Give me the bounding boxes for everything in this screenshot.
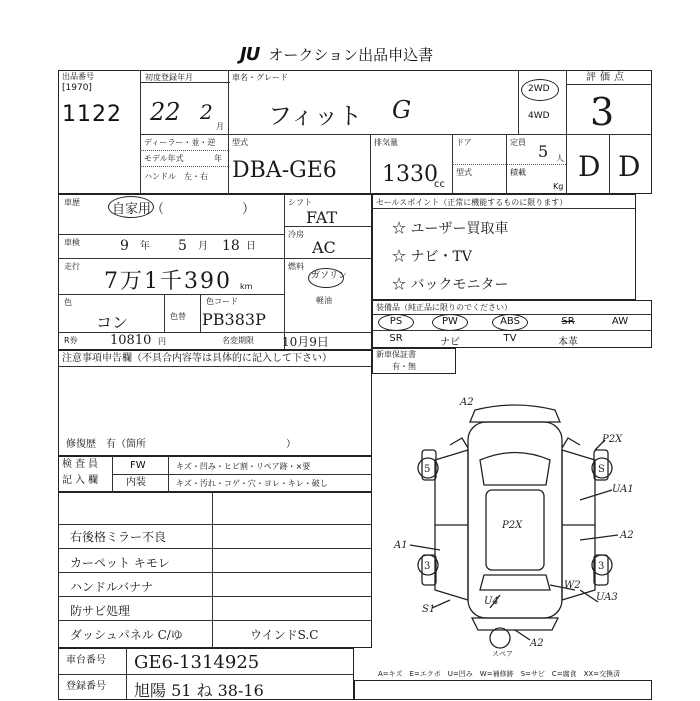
capacity-label: 定員 <box>510 138 526 147</box>
diagram-label: W2 <box>564 580 581 591</box>
equip-sr-top: SR <box>561 316 575 327</box>
diagram-label: P2X <box>502 520 523 531</box>
divider <box>518 70 519 134</box>
diagram-label: A2 <box>460 397 474 408</box>
equip-ps: PS <box>389 316 403 327</box>
registration-label: 初度登録年月 <box>145 73 193 82</box>
dealer-label: ディーラー・並・逆 <box>144 138 216 147</box>
score-interior: D <box>578 150 601 183</box>
diagram-label: UA3 <box>596 592 618 603</box>
diagram-circled: 3 <box>424 561 431 572</box>
equip-sr: SR <box>389 333 403 344</box>
remark-4: 防サビ処理 <box>70 604 131 618</box>
door-label: ドア <box>456 138 472 147</box>
divider <box>58 596 372 597</box>
chassis-label: 車台番号 <box>66 655 106 666</box>
engine-unit: cc <box>434 179 445 190</box>
warranty-value: 有・無 <box>392 362 416 371</box>
diesel-label: 軽油 <box>316 296 332 305</box>
model-year-label: モデル年式 <box>144 154 184 163</box>
score-exterior: D <box>618 150 641 183</box>
diagram-label: UA1 <box>612 484 634 495</box>
equip-tv: TV <box>503 333 517 344</box>
remark-1: 右後格ミラー不良 <box>70 530 167 544</box>
interior-items: キズ・汚れ・コゲ・穴・ヨレ・キレ・破し <box>176 479 328 488</box>
color-code-value: PB383P <box>202 310 266 329</box>
shift-value: FAT <box>306 208 338 227</box>
color-code-label: 色コード <box>206 297 238 306</box>
inspection-day-unit: 日 <box>246 241 256 252</box>
divider <box>140 150 228 151</box>
fw-label: FW <box>130 460 146 471</box>
equip-pw: PW <box>442 316 458 327</box>
remark-3: ハンドルバナナ <box>70 580 154 594</box>
aircon-label: 冷房 <box>288 230 304 239</box>
divider <box>112 474 372 475</box>
bottom-right-frame <box>354 680 652 700</box>
divider <box>609 134 610 194</box>
diagram-label: U4 <box>484 596 499 607</box>
remark-side: ウインドS.C <box>250 628 319 642</box>
chassis-value: GE6-1314925 <box>134 652 260 673</box>
month-unit: 月 <box>216 122 224 131</box>
divider <box>58 234 284 235</box>
drive-4wd: 4WD <box>528 111 550 121</box>
document-title: オークション出品申込書 <box>268 46 434 64</box>
shift-label: シフト <box>288 198 312 207</box>
name-change-value: 10月9日 <box>282 335 329 349</box>
divider <box>370 134 371 194</box>
inspection-month: 5 <box>178 238 187 254</box>
fuel-label: 燃料 <box>288 262 304 271</box>
color-label: 色 <box>64 298 72 307</box>
remark-5: ダッシュパネル C/ゆ <box>70 628 183 642</box>
score-value: 3 <box>590 90 615 134</box>
diagram-circled: S <box>598 464 605 475</box>
drive-2wd: 2WD <box>528 84 550 94</box>
divider <box>58 294 284 295</box>
lot-number: 1122 <box>62 102 122 127</box>
divider <box>58 548 372 549</box>
registration-month: 2 <box>200 100 213 124</box>
divider <box>140 82 230 83</box>
recycle-value: 10810 <box>110 333 152 348</box>
recycle-unit: 円 <box>158 337 166 346</box>
inspector-label: 検査員 <box>62 459 101 470</box>
diagram-circled: 3 <box>598 561 605 572</box>
divider <box>372 208 636 209</box>
equip-leather: 本革 <box>558 337 578 348</box>
mileage-unit: km <box>240 282 253 291</box>
diagram-label: A2 <box>620 530 634 541</box>
model-year-unit: 年 <box>214 154 222 163</box>
model-code: DBA-GE6 <box>232 158 337 183</box>
lot-code: [1970] <box>62 83 92 93</box>
spare-label: スペア <box>492 650 513 658</box>
header <box>240 44 500 68</box>
equip-aw: AW <box>611 316 629 327</box>
model-label: 型式 <box>232 138 248 147</box>
selling-point-2: ☆ ナビ・TV <box>392 249 472 265</box>
recycle-label: R券 <box>64 336 78 345</box>
damage-legend: A=キズ E=エクボ U=凹み W=補修跡 S=サビ C=腐食 XX=交換済 <box>378 670 621 678</box>
divider <box>58 258 284 259</box>
divider <box>140 166 228 167</box>
car-damage-diagram <box>380 390 650 660</box>
color-value: コン <box>96 313 129 332</box>
registration-year: 22 <box>150 98 181 126</box>
name-change-label: 名変期限 <box>222 336 254 345</box>
divider <box>58 366 372 367</box>
selling-point-3: ☆ バックモニター <box>392 277 509 293</box>
divider <box>58 572 372 573</box>
inspection-year-unit: 年 <box>140 241 150 252</box>
warranty-label: 新車保証書 <box>376 350 416 359</box>
divider <box>58 524 372 525</box>
inspector-sublabel: 記入欄 <box>62 475 101 486</box>
diagram-circled: 5 <box>424 464 431 475</box>
brand-logo: JU <box>240 44 260 65</box>
divider <box>452 164 566 165</box>
diagram-label: P2X <box>602 434 623 445</box>
load-label: 積載 <box>510 168 526 177</box>
usage-value: 自家用（ ） <box>112 202 256 217</box>
divider <box>164 294 165 332</box>
aircon-value: AC <box>312 238 336 257</box>
divider <box>566 70 567 194</box>
fuel-value: ガソリン <box>311 271 348 281</box>
remark-2: カーペット キモレ <box>70 556 170 570</box>
divider <box>228 70 229 194</box>
mileage-value: 7万1千390 <box>104 269 232 294</box>
divider <box>58 674 354 675</box>
usage-label: 車歴 <box>64 198 80 207</box>
score-label: 評価点 <box>586 72 628 83</box>
lot-label: 出品番号 <box>62 72 94 81</box>
inspection-day: 18 <box>222 238 240 254</box>
mileage-label: 走行 <box>64 262 80 271</box>
divider <box>284 226 372 227</box>
divider <box>140 70 141 194</box>
color-change-label: 色替 <box>170 312 186 321</box>
divider <box>200 294 201 332</box>
capacity-unit: 人 <box>556 154 564 163</box>
body-type-label: 型式 <box>456 168 472 177</box>
equip-navi: ナビ <box>440 337 460 348</box>
diagram-label: S1 <box>422 604 436 615</box>
inspection-label: 車検 <box>64 238 80 247</box>
reg-value: 旭陽 51 ね 38-16 <box>134 681 264 700</box>
divider <box>284 194 285 350</box>
divider <box>566 84 652 85</box>
selling-points-label: セールスポイント（正常に機能するものに限ります） <box>376 198 568 207</box>
divider <box>212 492 213 648</box>
divider <box>58 620 372 621</box>
divider <box>284 258 372 259</box>
selling-point-1: ☆ ユーザー買取車 <box>392 221 509 237</box>
diagram-label: A1 <box>394 540 408 551</box>
equipment-label: 装備品（純正品に限りのでください） <box>376 303 512 312</box>
vehicle-grade: G <box>392 96 412 124</box>
equip-abs: ABS <box>500 316 520 327</box>
interior-label: 内装 <box>126 477 146 488</box>
engine-label: 排気量 <box>374 138 398 147</box>
load-unit: Kg <box>553 182 564 191</box>
capacity-value: 5 <box>538 142 549 161</box>
vehicle-name: フィット <box>268 102 363 130</box>
diagram-label: A2 <box>530 638 544 649</box>
engine-value: 1330 <box>382 162 438 187</box>
notes-label: 注意事項申告欄（不具合内容等は具体的に記入して下さい） <box>62 353 332 364</box>
inspection-month-unit: 月 <box>198 241 208 252</box>
fw-items: キズ・凹み・ヒビ割・リペア跡・×要 <box>176 462 311 471</box>
inspection-year: 9 <box>120 238 129 254</box>
repair-history: 修復歴 有（箇所 ） <box>66 439 296 450</box>
vehicle-name-label: 車名・グレード <box>232 73 288 82</box>
reg-label: 登録番号 <box>66 681 106 692</box>
handle-label: ハンドル 左・右 <box>144 172 208 181</box>
